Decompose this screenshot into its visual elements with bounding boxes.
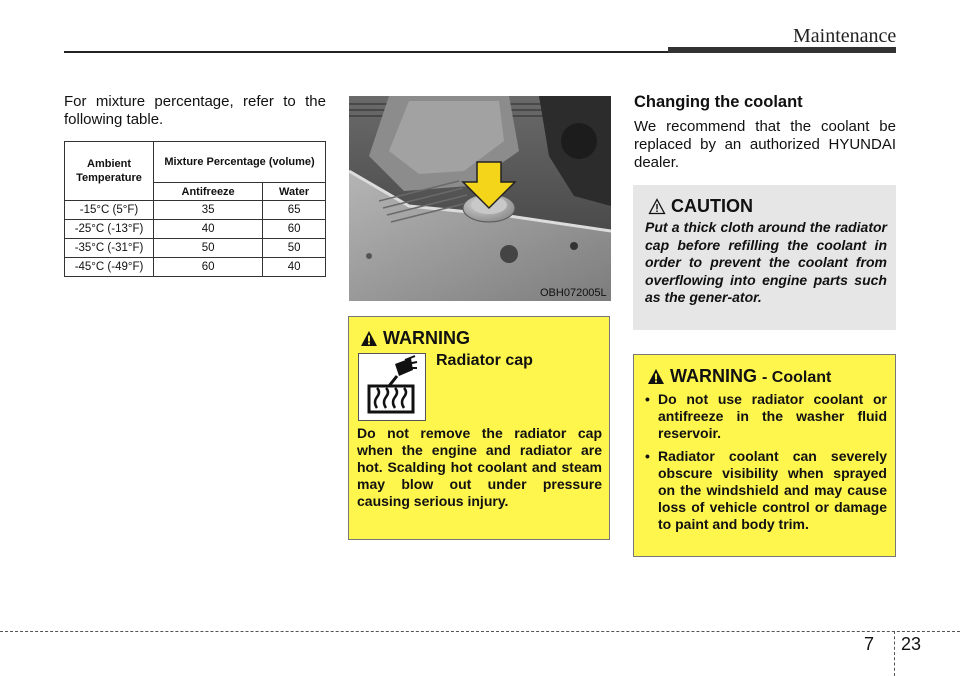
warning-subheading: Radiator cap [436, 352, 533, 369]
cell-antifreeze: 50 [154, 239, 263, 258]
header-rule-bold [668, 47, 896, 53]
engine-bay-photo [349, 96, 611, 301]
coolant-warning-label: WARNING [670, 366, 758, 386]
cell-antifreeze: 40 [154, 220, 263, 239]
warning-heading [360, 328, 470, 349]
cell-water: 50 [263, 239, 326, 258]
footer-divider [894, 631, 895, 676]
header-mixture-percentage: Mixture Percentage (volume) [154, 142, 326, 183]
changing-coolant-paragraph: We recommend that the coolant be replaced by an authorized HYUNDAI dealer. [634, 118, 896, 171]
caution-body: Put a thick cloth around the radiator cap before refilling the coolant in order to prevent the coolant from overflowing into engine parts such as the gener-ator. [645, 219, 887, 305]
footer-rule [0, 631, 960, 632]
coolant-warning-list [645, 391, 887, 539]
header-antifreeze: Antifreeze [154, 183, 263, 201]
changing-coolant-heading: Changing the coolant [634, 93, 803, 111]
page-number: 23 [901, 634, 922, 654]
table-row [65, 258, 326, 277]
cell-temperature: -15°C (5°F) [65, 201, 154, 220]
cell-water: 40 [263, 258, 326, 277]
coolant-warning-heading [647, 366, 831, 387]
table-row [65, 220, 326, 239]
cell-water: 65 [263, 201, 326, 220]
cell-water: 60 [263, 220, 326, 239]
mixture-table [64, 141, 326, 277]
intro-paragraph: For mixture percentage, refer to the following table. [64, 93, 326, 128]
list-item: • Radiator coolant can severely obscure visibility when sprayed on the windshield and may cause loss of vehicle control or damage to paint and body trim. [645, 448, 887, 533]
cell-temperature: -35°C (-31°F) [65, 239, 154, 258]
warning-body: Do not remove the radiator cap when the engine and radiator are hot. Scalding hot coolant and steam may blow out under pressure causing serious injury. [357, 425, 602, 509]
table-row [65, 201, 326, 220]
section-title: Maintenance [793, 25, 897, 47]
caution-heading-text: CAUTION [671, 196, 754, 216]
header-water: Water [263, 183, 326, 201]
cell-antifreeze: 60 [154, 258, 263, 277]
cell-antifreeze: 35 [154, 201, 263, 220]
hot-radiator-warning-icon [358, 353, 426, 421]
cell-temperature: -25°C (-13°F) [65, 220, 154, 239]
caution-triangle-icon [648, 198, 666, 215]
header-rule [64, 51, 684, 53]
list-item: • Do not use radiator coolant or antifreeze in the washer fluid reservoir. [645, 391, 887, 442]
warning-heading-text: WARNING [383, 328, 471, 348]
cell-temperature: -45°C (-49°F) [65, 258, 154, 277]
photo-code: OBH072005L [540, 287, 607, 299]
caution-heading [648, 196, 753, 217]
warning-triangle-icon [647, 368, 665, 385]
coolant-warning-suffix: - Coolant [762, 369, 832, 386]
warning-triangle-icon [360, 330, 378, 347]
header-ambient-temperature: Ambient Temperature [65, 142, 154, 201]
chapter-number: 7 [864, 634, 875, 654]
table-row [65, 239, 326, 258]
